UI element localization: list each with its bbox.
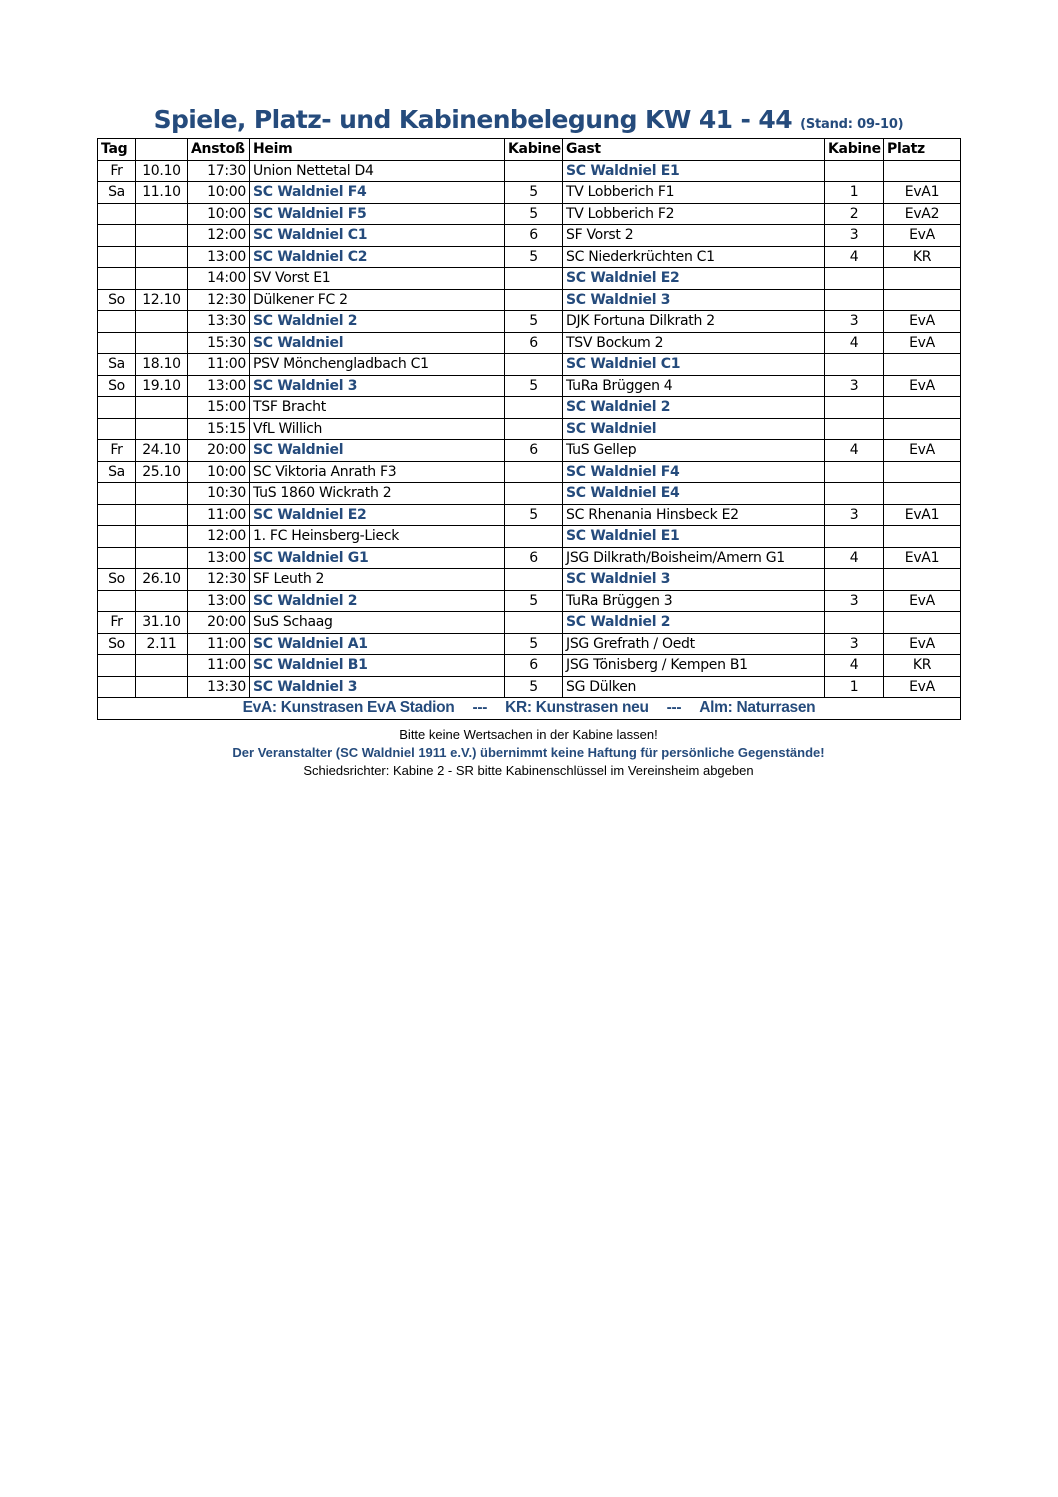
cell-heim: VfL Willich: [250, 418, 505, 440]
cell-kabine-heim: 5: [505, 203, 563, 225]
cell-anstoss: 15:30: [188, 332, 250, 354]
cell-anstoss: 13:00: [188, 547, 250, 569]
cell-kabine-gast: 4: [825, 440, 884, 462]
cell-kabine-gast: [825, 289, 884, 311]
cell-tag: So: [98, 289, 136, 311]
cell-anstoss: 12:00: [188, 526, 250, 548]
legend-alm: Alm: Naturrasen: [699, 699, 816, 717]
cell-datum: [136, 397, 188, 419]
cell-tag: Sa: [98, 182, 136, 204]
cell-kabine-gast: 4: [825, 655, 884, 677]
cell-datum: [136, 268, 188, 290]
cell-kabine-heim: 5: [505, 590, 563, 612]
cell-kabine-heim: 5: [505, 246, 563, 268]
cell-kabine-heim: 6: [505, 655, 563, 677]
table-row: [98, 483, 961, 505]
cell-kabine-heim: [505, 612, 563, 634]
table-row: [98, 547, 961, 569]
cell-gast: JSG Tönisberg / Kempen B1: [563, 655, 825, 677]
cell-kabine-gast: [825, 354, 884, 376]
header-gast: Gast: [563, 139, 825, 161]
cell-heim: Dülkener FC 2: [250, 289, 505, 311]
cell-anstoss: 12:30: [188, 289, 250, 311]
cell-datum: [136, 526, 188, 548]
cell-kabine-gast: [825, 526, 884, 548]
table-body: [98, 160, 961, 698]
cell-kabine-heim: [505, 268, 563, 290]
legend-eva: EvA: Kunstrasen EvA Stadion: [242, 699, 455, 717]
cell-heim: SC Waldniel: [250, 440, 505, 462]
cell-tag: So: [98, 569, 136, 591]
cell-gast: JSG Grefrath / Oedt: [563, 633, 825, 655]
cell-gast: SC Waldniel E4: [563, 483, 825, 505]
cell-heim: PSV Mönchengladbach C1: [250, 354, 505, 376]
cell-platz: KR: [884, 655, 961, 677]
cell-platz: EvA: [884, 633, 961, 655]
cell-platz: [884, 289, 961, 311]
table-row: [98, 612, 961, 634]
cell-kabine-gast: 3: [825, 633, 884, 655]
cell-datum: 11.10: [136, 182, 188, 204]
cell-heim: SF Leuth 2: [250, 569, 505, 591]
cell-kabine-gast: 3: [825, 225, 884, 247]
cell-kabine-gast: [825, 569, 884, 591]
cell-gast: SC Waldniel 3: [563, 289, 825, 311]
cell-tag: [98, 203, 136, 225]
cell-heim: SC Waldniel 2: [250, 311, 505, 333]
cell-gast: TuRa Brüggen 3: [563, 590, 825, 612]
cell-platz: EvA1: [884, 547, 961, 569]
cell-heim: SC Waldniel: [250, 332, 505, 354]
cell-platz: [884, 526, 961, 548]
cell-tag: [98, 246, 136, 268]
cell-kabine-gast: 3: [825, 375, 884, 397]
cell-heim: SC Waldniel 2: [250, 590, 505, 612]
cell-kabine-heim: [505, 397, 563, 419]
cell-kabine-heim: [505, 526, 563, 548]
cell-kabine-heim: 5: [505, 375, 563, 397]
header-platz: Platz: [884, 139, 961, 161]
table-row: [98, 203, 961, 225]
cell-datum: [136, 504, 188, 526]
cell-tag: [98, 504, 136, 526]
cell-platz: EvA2: [884, 203, 961, 225]
table-row: [98, 676, 961, 698]
cell-kabine-heim: [505, 569, 563, 591]
cell-kabine-gast: 4: [825, 246, 884, 268]
cell-heim: SC Waldniel F4: [250, 182, 505, 204]
cell-gast: SC Waldniel 3: [563, 569, 825, 591]
cell-gast: TuS Gellep: [563, 440, 825, 462]
cell-platz: EvA: [884, 676, 961, 698]
cell-gast: SC Waldniel F4: [563, 461, 825, 483]
cell-kabine-gast: 4: [825, 547, 884, 569]
cell-datum: [136, 655, 188, 677]
cell-kabine-gast: [825, 160, 884, 182]
cell-anstoss: 17:30: [188, 160, 250, 182]
cell-gast: TV Lobberich F1: [563, 182, 825, 204]
legend-separator: ---: [472, 699, 488, 717]
cell-gast: SC Waldniel 2: [563, 397, 825, 419]
table-row: [98, 569, 961, 591]
cell-kabine-gast: [825, 612, 884, 634]
cell-anstoss: 13:00: [188, 590, 250, 612]
table-row: [98, 289, 961, 311]
schedule-table: [97, 138, 961, 720]
cell-datum: [136, 225, 188, 247]
cell-platz: [884, 397, 961, 419]
cell-anstoss: 10:30: [188, 483, 250, 505]
cell-tag: [98, 526, 136, 548]
cell-gast: TuRa Brüggen 4: [563, 375, 825, 397]
cell-datum: [136, 547, 188, 569]
cell-datum: [136, 332, 188, 354]
cell-platz: [884, 268, 961, 290]
title-stand: (Stand: 09-10): [800, 117, 904, 132]
header-kabine-gast: Kabine: [825, 139, 884, 161]
cell-anstoss: 13:30: [188, 311, 250, 333]
cell-gast: SC Rhenania Hinsbeck E2: [563, 504, 825, 526]
cell-platz: [884, 418, 961, 440]
legend-separator: ---: [666, 699, 682, 717]
legend-row: [98, 698, 961, 720]
table-row: [98, 418, 961, 440]
header-datum: [136, 139, 188, 161]
cell-gast: SC Waldniel E1: [563, 526, 825, 548]
cell-datum: 19.10: [136, 375, 188, 397]
cell-datum: 12.10: [136, 289, 188, 311]
table-row: [98, 332, 961, 354]
cell-heim: SC Waldniel F5: [250, 203, 505, 225]
note-referee: Schiedsrichter: Kabine 2 - SR bitte Kabinenschlüssel im Vereinsheim abgeben: [303, 763, 754, 778]
cell-gast: SC Waldniel: [563, 418, 825, 440]
cell-datum: 18.10: [136, 354, 188, 376]
cell-anstoss: 11:00: [188, 633, 250, 655]
cell-platz: [884, 461, 961, 483]
cell-platz: EvA: [884, 440, 961, 462]
cell-tag: Fr: [98, 160, 136, 182]
header-heim: Heim: [250, 139, 505, 161]
cell-platz: EvA: [884, 311, 961, 333]
cell-heim: SC Waldniel A1: [250, 633, 505, 655]
cell-kabine-heim: 5: [505, 676, 563, 698]
cell-gast: TV Lobberich F2: [563, 203, 825, 225]
cell-anstoss: 20:00: [188, 440, 250, 462]
cell-anstoss: 15:15: [188, 418, 250, 440]
cell-kabine-heim: 5: [505, 311, 563, 333]
cell-kabine-heim: 6: [505, 440, 563, 462]
cell-tag: [98, 225, 136, 247]
cell-anstoss: 11:00: [188, 504, 250, 526]
cell-tag: [98, 676, 136, 698]
cell-tag: [98, 655, 136, 677]
cell-platz: EvA: [884, 225, 961, 247]
cell-tag: Fr: [98, 612, 136, 634]
cell-kabine-gast: 1: [825, 182, 884, 204]
cell-platz: EvA1: [884, 504, 961, 526]
cell-kabine-heim: [505, 483, 563, 505]
cell-datum: 26.10: [136, 569, 188, 591]
table-row: [98, 160, 961, 182]
table-row: [98, 311, 961, 333]
cell-tag: [98, 332, 136, 354]
cell-anstoss: 11:00: [188, 655, 250, 677]
header-kabine-heim: Kabine: [505, 139, 563, 161]
cell-heim: SC Waldniel E2: [250, 504, 505, 526]
header-anstoss: Anstoß: [188, 139, 250, 161]
cell-tag: [98, 418, 136, 440]
cell-platz: KR: [884, 246, 961, 268]
cell-tag: Sa: [98, 461, 136, 483]
table-row: [98, 397, 961, 419]
cell-gast: SC Waldniel 2: [563, 612, 825, 634]
cell-kabine-gast: 1: [825, 676, 884, 698]
table-row: [98, 526, 961, 548]
cell-platz: EvA: [884, 332, 961, 354]
table-row: [98, 633, 961, 655]
cell-platz: [884, 160, 961, 182]
cell-heim: SC Waldniel 3: [250, 676, 505, 698]
cell-tag: [98, 268, 136, 290]
cell-heim: Union Nettetal D4: [250, 160, 505, 182]
field-legend: [98, 698, 961, 720]
cell-gast: SG Dülken: [563, 676, 825, 698]
table-row: [98, 504, 961, 526]
cell-kabine-gast: [825, 483, 884, 505]
cell-heim: SV Vorst E1: [250, 268, 505, 290]
cell-tag: Fr: [98, 440, 136, 462]
cell-anstoss: 13:00: [188, 246, 250, 268]
cell-gast: DJK Fortuna Dilkrath 2: [563, 311, 825, 333]
cell-anstoss: 10:00: [188, 182, 250, 204]
cell-datum: 2.11: [136, 633, 188, 655]
table-row: [98, 440, 961, 462]
table-row: [98, 655, 961, 677]
cell-anstoss: 11:00: [188, 354, 250, 376]
cell-anstoss: 13:30: [188, 676, 250, 698]
cell-kabine-gast: [825, 461, 884, 483]
note-liability: Der Veranstalter (SC Waldniel 1911 e.V.) übernimmt keine Haftung für persönliche Gegenstände!: [232, 745, 825, 760]
cell-platz: EvA1: [884, 182, 961, 204]
table-row: [98, 246, 961, 268]
cell-heim: SC Waldniel C2: [250, 246, 505, 268]
cell-datum: [136, 590, 188, 612]
cell-datum: 25.10: [136, 461, 188, 483]
table-row: [98, 590, 961, 612]
cell-platz: EvA: [884, 590, 961, 612]
cell-kabine-heim: 5: [505, 633, 563, 655]
cell-gast: TSV Bockum 2: [563, 332, 825, 354]
cell-heim: SC Viktoria Anrath F3: [250, 461, 505, 483]
cell-platz: [884, 354, 961, 376]
cell-kabine-heim: [505, 354, 563, 376]
note-valuables: Bitte keine Wertsachen in der Kabine lassen!: [399, 727, 658, 742]
cell-heim: SC Waldniel 3: [250, 375, 505, 397]
cell-kabine-heim: [505, 160, 563, 182]
cell-heim: SuS Schaag: [250, 612, 505, 634]
cell-anstoss: 13:00: [188, 375, 250, 397]
cell-platz: EvA: [884, 375, 961, 397]
cell-gast: SC Niederkrüchten C1: [563, 246, 825, 268]
cell-heim: TSF Bracht: [250, 397, 505, 419]
cell-kabine-gast: 3: [825, 504, 884, 526]
table-header-row: [98, 139, 961, 161]
legend-kr: KR: Kunstrasen neu: [505, 699, 649, 717]
cell-anstoss: 15:00: [188, 397, 250, 419]
cell-kabine-heim: [505, 289, 563, 311]
cell-kabine-heim: [505, 461, 563, 483]
cell-tag: [98, 547, 136, 569]
header-tag: Tag: [98, 139, 136, 161]
cell-gast: SC Waldniel C1: [563, 354, 825, 376]
cell-heim: SC Waldniel C1: [250, 225, 505, 247]
cell-tag: [98, 590, 136, 612]
cell-tag: Sa: [98, 354, 136, 376]
cell-kabine-gast: [825, 397, 884, 419]
cell-tag: So: [98, 375, 136, 397]
table-row: [98, 268, 961, 290]
cell-platz: [884, 612, 961, 634]
cell-kabine-gast: 3: [825, 590, 884, 612]
table-row: [98, 375, 961, 397]
cell-datum: 31.10: [136, 612, 188, 634]
cell-gast: JSG Dilkrath/Boisheim/Amern G1: [563, 547, 825, 569]
cell-kabine-gast: [825, 418, 884, 440]
table-row: [98, 461, 961, 483]
cell-tag: [98, 311, 136, 333]
cell-platz: [884, 483, 961, 505]
cell-kabine-heim: 6: [505, 332, 563, 354]
cell-datum: 10.10: [136, 160, 188, 182]
cell-anstoss: 20:00: [188, 612, 250, 634]
cell-gast: SC Waldniel E1: [563, 160, 825, 182]
cell-kabine-gast: 4: [825, 332, 884, 354]
page-title: [97, 104, 960, 141]
cell-heim: TuS 1860 Wickrath 2: [250, 483, 505, 505]
cell-tag: So: [98, 633, 136, 655]
cell-kabine-gast: 2: [825, 203, 884, 225]
cell-datum: [136, 483, 188, 505]
table-row: [98, 182, 961, 204]
cell-heim: SC Waldniel B1: [250, 655, 505, 677]
cell-kabine-heim: 6: [505, 547, 563, 569]
cell-datum: [136, 246, 188, 268]
cell-datum: 24.10: [136, 440, 188, 462]
cell-datum: [136, 418, 188, 440]
cell-anstoss: 10:00: [188, 461, 250, 483]
cell-kabine-heim: [505, 418, 563, 440]
cell-datum: [136, 203, 188, 225]
cell-kabine-heim: 5: [505, 504, 563, 526]
cell-platz: [884, 569, 961, 591]
cell-datum: [136, 676, 188, 698]
cell-anstoss: 14:00: [188, 268, 250, 290]
cell-anstoss: 12:00: [188, 225, 250, 247]
cell-gast: SC Waldniel E2: [563, 268, 825, 290]
cell-kabine-heim: 5: [505, 182, 563, 204]
cell-datum: [136, 311, 188, 333]
cell-heim: SC Waldniel G1: [250, 547, 505, 569]
cell-heim: 1. FC Heinsberg-Lieck: [250, 526, 505, 548]
cell-kabine-gast: 3: [825, 311, 884, 333]
cell-kabine-gast: [825, 268, 884, 290]
cell-kabine-heim: 6: [505, 225, 563, 247]
cell-anstoss: 12:30: [188, 569, 250, 591]
table-row: [98, 225, 961, 247]
title-main: Spiele, Platz- und Kabinenbelegung KW 41 - 44: [153, 105, 793, 134]
cell-tag: [98, 483, 136, 505]
cell-tag: [98, 397, 136, 419]
table-row: [98, 354, 961, 376]
notes: [97, 726, 960, 780]
cell-gast: SF Vorst 2: [563, 225, 825, 247]
cell-anstoss: 10:00: [188, 203, 250, 225]
